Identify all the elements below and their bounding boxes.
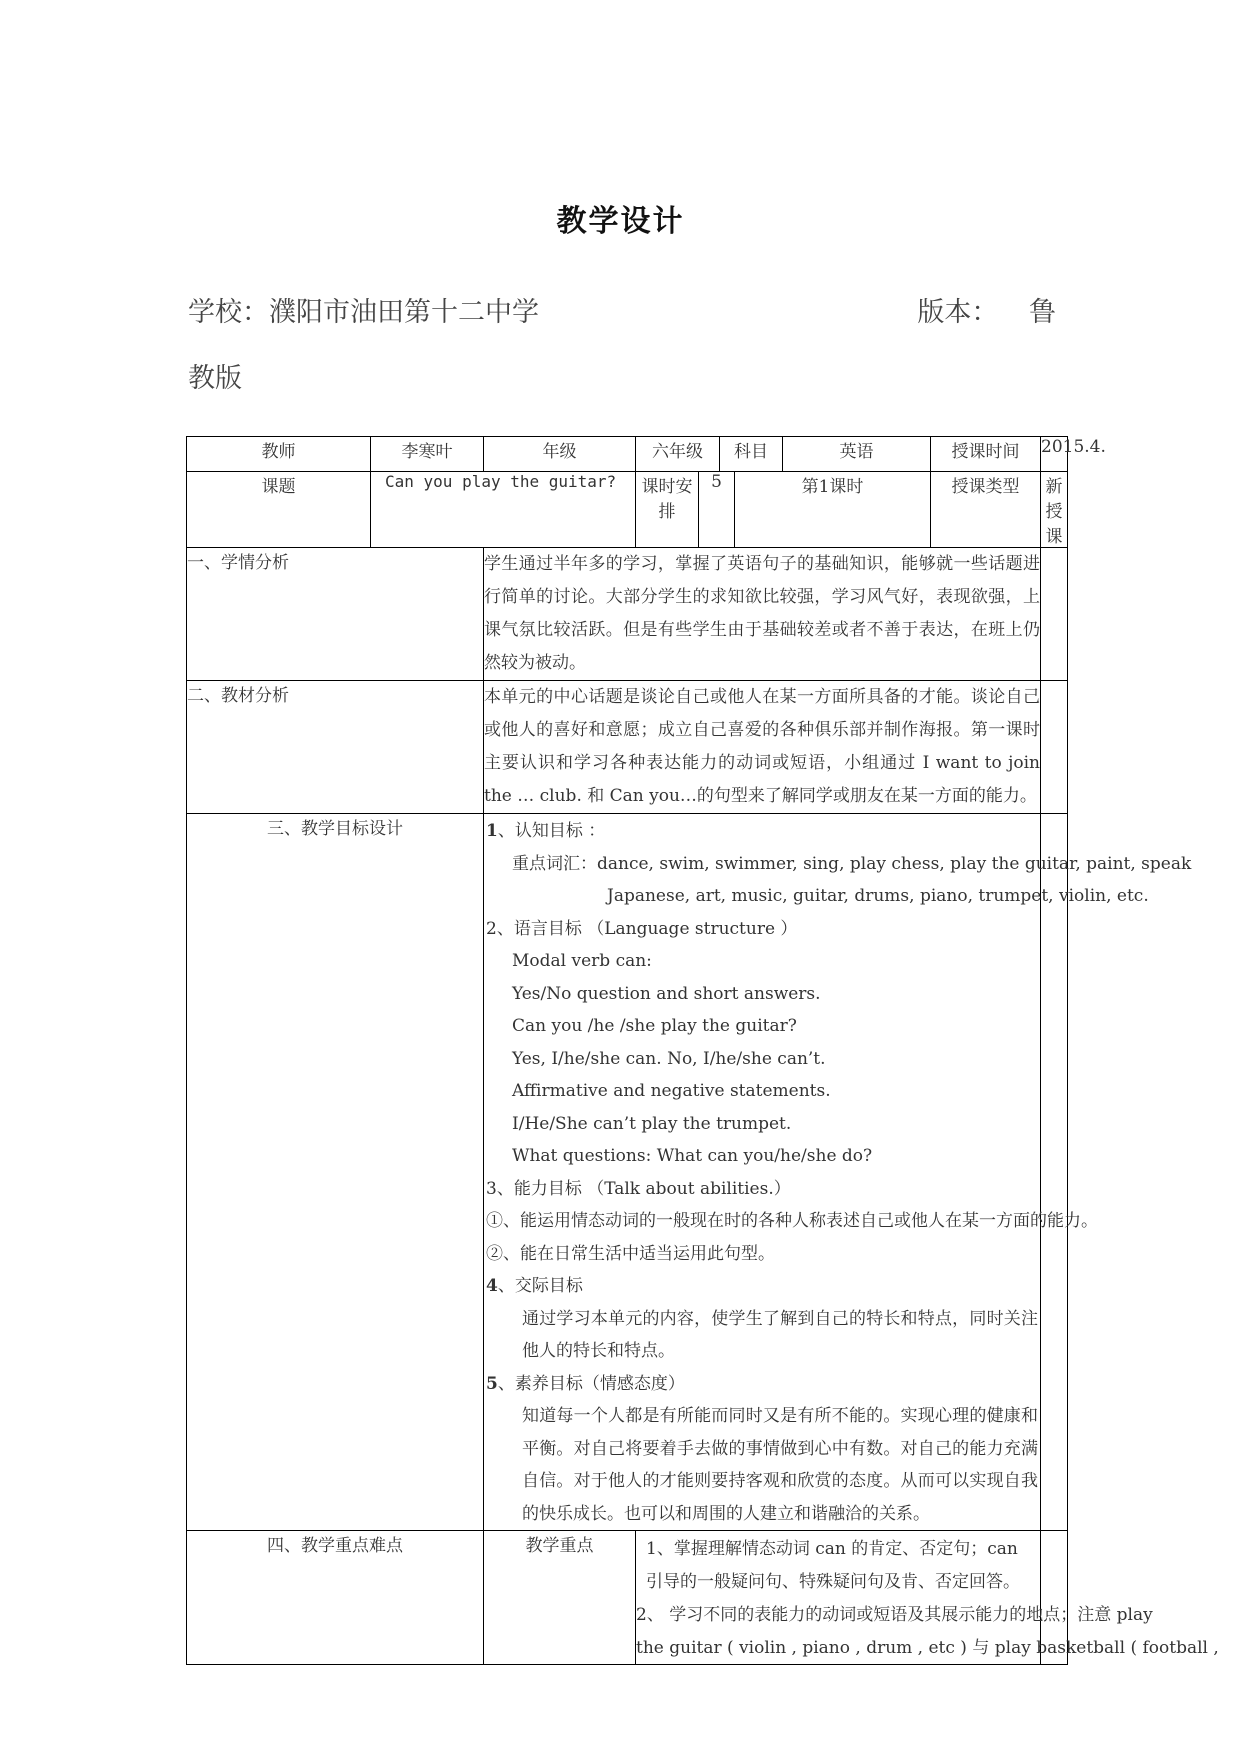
structure-item: Can you /he /she play the guitar?	[512, 1016, 797, 1036]
type-label: 授课类型	[931, 472, 1041, 548]
section-4-label: 四、教学重点难点	[187, 1531, 484, 1665]
header-row-2	[187, 472, 1068, 548]
school-name: 学校：濮阳市油田第十二中学	[188, 297, 539, 328]
section-3-row	[187, 814, 1068, 1531]
type-value: 新授课	[1041, 472, 1068, 548]
goal-5-heading: 5、素养目标（情感态度）	[486, 1373, 685, 1394]
goal-3-heading: 3、能力目标 （Talk about abilities.）	[486, 1178, 791, 1199]
edition-continuation: 教版	[188, 363, 242, 394]
vocab-line-2: Japanese, art, music, guitar, drums, piano, trumpet, violin, etc.	[607, 886, 1149, 906]
structure-item: Yes, I/he/she can. No, I/he/she can’t.	[512, 1048, 826, 1069]
section-1-text: 学生通过半年多的学习，掌握了英语句子的基础知识，能够就一些话题进行简单的讨论。大部分学生的求知欲比较强，学习风气好，表现欲强，上课气氛比较活跃。但是有些学生由于基础较差或者不善于表达，在班上仍然较为被动。	[484, 548, 1041, 681]
topic-label: 课题	[187, 472, 371, 548]
structure-item: Yes/No question and short answers.	[512, 983, 821, 1004]
subject-value: 英语	[783, 437, 931, 472]
edition-label: 版本：	[917, 297, 999, 328]
structure-item: Affirmative and negative statements.	[512, 1081, 831, 1101]
goal-1-heading: 1、认知目标 ：	[486, 821, 606, 841]
edition	[917, 290, 1056, 329]
school-line	[188, 290, 1056, 329]
teacher-label: 教师	[187, 437, 371, 472]
key-point-2-line-1: 2、 学习不同的表能力的动词或短语及其展示能力的地点；注意 play	[636, 1605, 1153, 1625]
empty-cell	[1041, 814, 1068, 1531]
goal-4-text: 通过学习本单元的内容，使学生了解到自己的特长和特点，同时关注他人的特长和特点。	[522, 1308, 1039, 1361]
key-point-1: 1、掌握理解情态动词 can 的肯定、否定句；can 引导的一般疑问句、特殊疑问句及肯、否定回答。	[646, 1539, 1020, 1592]
time-label: 授课时间	[931, 437, 1041, 472]
key-points-content	[636, 1531, 1219, 1665]
edition-value: 鲁	[1029, 297, 1056, 328]
key-points-label: 教学重点	[484, 1531, 636, 1665]
structure-item: What questions: What can you/he/she do?	[512, 1146, 873, 1166]
topic-value: Can you play the guitar?	[371, 472, 636, 548]
lesson-plan-table	[186, 436, 1219, 1665]
teacher-value: 李寒叶	[371, 437, 484, 472]
subject-label: 科目	[720, 437, 783, 472]
empty-cell	[1041, 681, 1068, 814]
structure-item: I/He/She can’t play the trumpet.	[512, 1113, 792, 1134]
period-value: 5	[699, 472, 735, 548]
section-2-text: 本单元的中心话题是谈论自己或他人在某一方面所具备的才能。谈论自己或他人的喜好和意愿；成立自己喜爱的各种俱乐部并制作海报。第一课时主要认识和学习各种表达能力的动词或短语，小组通过 I want to join the … club. 和 Can you…的句型来了解同学或朋友在某一方面的能力。	[484, 681, 1041, 814]
header-row-1	[187, 437, 1068, 472]
time-value: 2015.4.	[1041, 437, 1068, 472]
key-point-2-line-2: the guitar ( violin , piano , drum , etc ) 与 play basketball ( football ,	[636, 1637, 1219, 1658]
goal-5-text: 知道每一个人都是有所能而同时又是有所不能的。实现心理的健康和平衡。对自己将要着手去做的事情做到心中有数。对自己的能力充满自信。对于他人的才能则要持客观和欣赏的态度。从而可以实现自我的快乐成长。也可以和周围的人建立和谐融洽的关系。	[522, 1406, 1039, 1524]
structure-item: Modal verb can:	[512, 951, 652, 971]
section-3-label: 三、教学目标设计	[187, 814, 484, 1531]
section-4-row	[187, 1531, 1068, 1665]
section-1-row	[187, 548, 1068, 681]
goal-2-heading: 2、语言目标 （Language structure ）	[486, 918, 798, 939]
section-1-label: 一、学情分析	[187, 548, 484, 681]
document-title: 教学设计	[556, 204, 685, 239]
lesson-value: 第1课时	[735, 472, 931, 548]
empty-cell	[1041, 548, 1068, 681]
ability-item-1: ①、能运用情态动词的一般现在时的各种人称表述自己或他人在某一方面的能力。	[486, 1211, 1098, 1231]
section-3-content	[484, 814, 1192, 1531]
grade-value: 六年级	[636, 437, 720, 472]
ability-item-2: ②、能在日常生活中适当运用此句型。	[486, 1243, 775, 1264]
section-2-row	[187, 681, 1068, 814]
grade-label: 年级	[484, 437, 636, 472]
goal-4-heading: 4、交际目标	[486, 1276, 583, 1296]
section-2-label: 二、教材分析	[187, 681, 484, 814]
vocab-line-1: 重点词汇：dance, swim, swimmer, sing, play chess, play the guitar, paint, speak	[512, 853, 1192, 874]
period-label: 课时安排	[636, 472, 699, 548]
